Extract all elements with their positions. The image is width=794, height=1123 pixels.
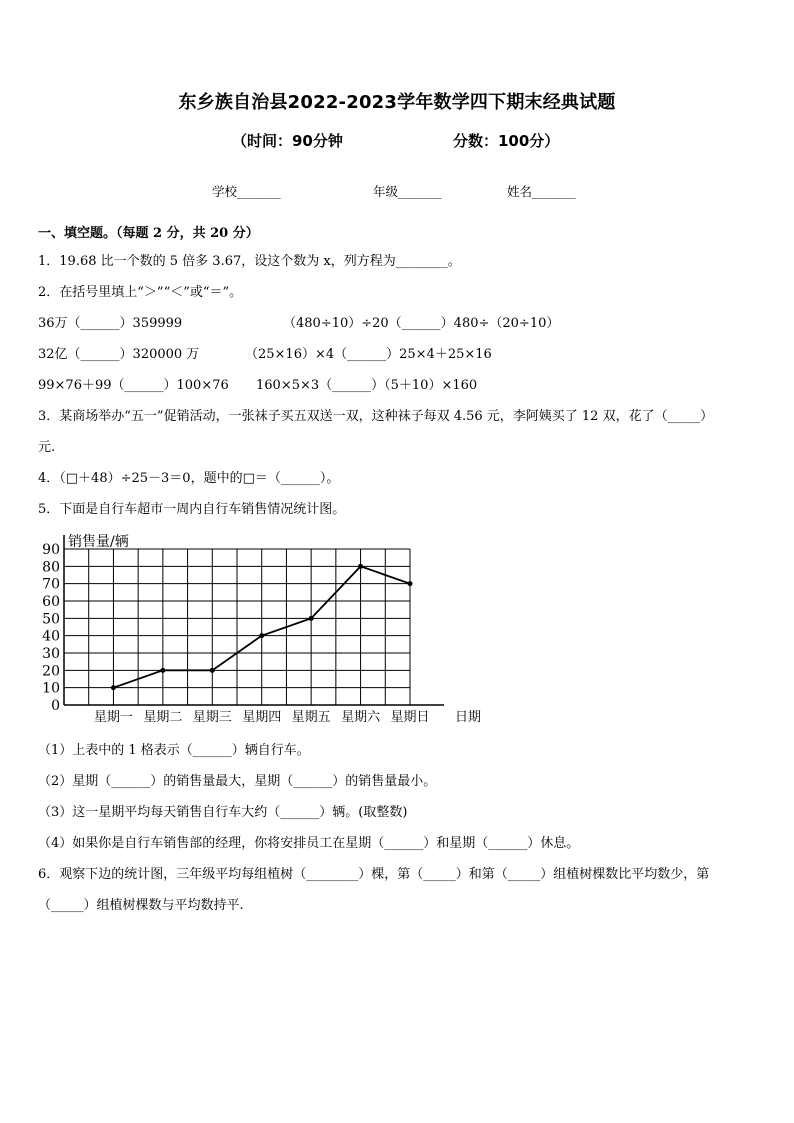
question-6-cont: （_____）组植树棵数与平均数持平.: [38, 898, 244, 913]
school-field[interactable]: 学校_______: [212, 184, 281, 199]
sales-line-chart: [30, 525, 490, 730]
x-tick-label: 星期一: [93, 710, 133, 725]
data-point: [210, 668, 215, 673]
data-point: [111, 685, 116, 690]
chart-axes: [64, 535, 444, 705]
x-tick-label: 星期五: [291, 710, 331, 725]
page-title: 东乡族自治县2022-2023学年数学四下期末经典试题: [178, 92, 616, 113]
y-tick-label: 60: [42, 594, 60, 610]
question-4: 4．（□＋48）÷25－3＝0，题中的□＝（______）。: [38, 471, 340, 486]
y-tick-label: 50: [42, 611, 60, 628]
y-tick-label: 20: [42, 663, 60, 680]
y-axis-title: 销售量/辆: [68, 534, 129, 550]
data-point: [408, 581, 413, 586]
q2-item: （480÷10）÷20（______）480÷（20÷10）: [283, 316, 560, 331]
y-tick-label: 10: [42, 680, 60, 697]
x-tick-label: 星期六: [341, 710, 381, 725]
q2-item: 99×76＋99（______）100×76: [38, 378, 229, 393]
grade-field[interactable]: 年级_______: [373, 184, 442, 199]
data-point: [309, 616, 314, 621]
y-tick-label: 80: [42, 559, 60, 576]
q2-item: 32亿（______）320000 万: [38, 347, 200, 362]
y-tick-label: 40: [42, 628, 60, 645]
question-3-cont: 元.: [38, 440, 56, 455]
y-tick-label: 70: [42, 576, 60, 593]
exam-time: （时间：90分钟: [232, 132, 343, 150]
exam-score: 分数：100分）: [453, 132, 560, 150]
x-axis-title: 日期: [454, 710, 482, 725]
q2-item: （25×16）×4（______）25×4＋25×16: [245, 347, 492, 362]
question-6: 6．观察下边的统计图，三年级平均每组植树（________）棵，第（_____）和第（_____）组植树棵数比平均数少，第: [38, 867, 710, 882]
section-heading: 一、填空题。（每题 2 分，共 20 分）: [38, 226, 259, 241]
q2-item: 36万（______）359999: [38, 316, 183, 331]
question-2: 2．在括号里填上“＞”“＜”或“＝”。: [38, 285, 243, 300]
data-point: [259, 633, 264, 638]
y-tick-label: 90: [42, 542, 60, 558]
x-tick-label: 星期二: [143, 710, 183, 725]
question-5: 5．下面是自行车超市一周内自行车销售情况统计图。: [38, 502, 346, 517]
q5-sub-3: （3）这一星期平均每天销售自行车大约（______）辆。(取整数): [38, 805, 408, 820]
name-field[interactable]: 姓名_______: [507, 184, 576, 199]
q5-sub-1: （1）上表中的 1 格表示（______）辆自行车。: [38, 743, 310, 758]
y-tick-label: 0: [51, 698, 60, 714]
question-1: 1．19.68 比一个数的 5 倍多 3.67，设这个数为 x，列方程为________。: [38, 254, 461, 269]
q2-item: 160×5×3（______）（5＋10）×160: [256, 378, 478, 393]
question-3: 3．某商场举办“五一”促销活动，一张袜子买五双送一双，这种袜子每双 4.56 元，李阿姨买了 12 双，花了（_____）: [38, 409, 714, 424]
q5-sub-4: （4）如果你是自行车销售部的经理，你将安排员工在星期（______）和星期（______）休息。: [38, 836, 580, 851]
x-tick-label: 星期三: [192, 710, 232, 725]
data-point: [160, 668, 165, 673]
data-point: [358, 564, 363, 569]
y-tick-label: 30: [42, 646, 60, 662]
x-tick-label: 星期日: [390, 710, 430, 725]
chart-grid: [64, 549, 410, 705]
q5-sub-2: （2）星期（______）的销售量最大，星期（______）的销售量最小。: [38, 774, 437, 789]
x-tick-label: 星期四: [242, 710, 282, 725]
